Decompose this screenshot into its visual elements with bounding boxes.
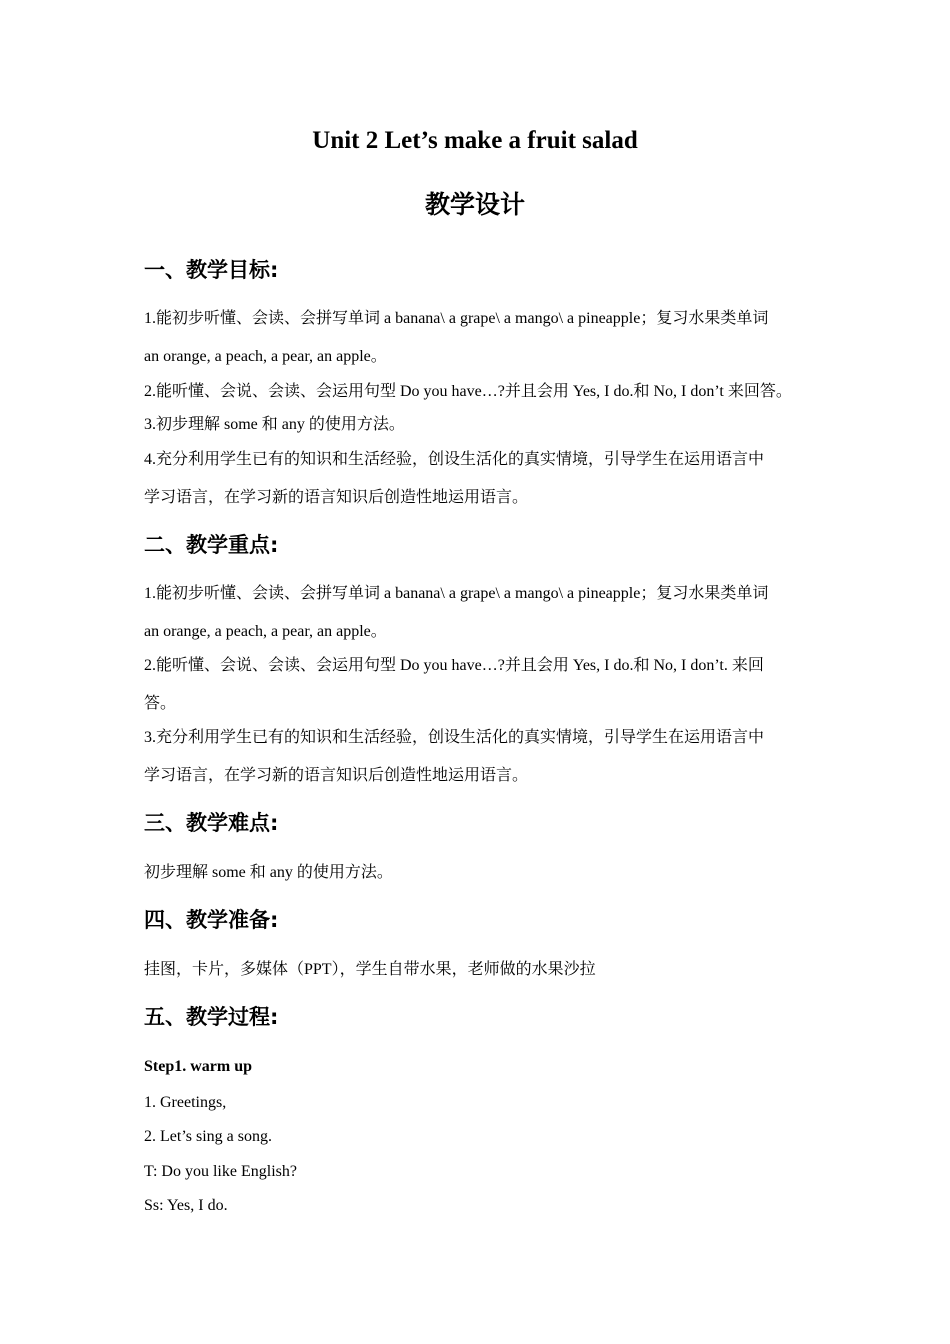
process-step-title: Step1. warm up — [144, 1058, 253, 1075]
difficulties-line-1: 初步理解 some 和 any 的使用方法。 — [144, 864, 393, 881]
process-line-3: T: Do you like English? — [144, 1163, 297, 1180]
key-points-line-6: 学习语言，在学习新的语言知识后创造性地运用语言。 — [144, 767, 529, 784]
objectives-line-5: 4.充分利用学生已有的知识和生活经验，创设生活化的真实情境，引导学生在运用语言中 — [144, 451, 765, 468]
section-heading-preparation: 四、教学准备: — [144, 908, 279, 932]
section-heading-objectives: 一、教学目标: — [144, 258, 279, 282]
objectives-line-1: 1.能初步听懂、会读、会拼写单词 a banana\ a grape\ a mango\ a pineapple；复习水果类单词 — [144, 310, 769, 327]
key-points-line-5: 3.充分利用学生已有的知识和生活经验，创设生活化的真实情境，引导学生在运用语言中 — [144, 729, 765, 746]
key-points-line-3: 2.能听懂、会说、会读、会运用句型 Do you have…?并且会用 Yes, I do.和 No, I don’t. 来回 — [144, 657, 764, 674]
process-line-2: 2. Let’s sing a song. — [144, 1128, 272, 1145]
section-heading-key-points: 二、教学重点: — [144, 533, 279, 557]
key-points-line-4: 答。 — [144, 695, 177, 712]
process-line-4: Ss: Yes, I do. — [144, 1197, 228, 1214]
process-line-1: 1. Greetings, — [144, 1094, 227, 1111]
objectives-line-3: 2.能听懂、会说、会读、会运用句型 Do you have…?并且会用 Yes, I do.和 No, I don’t 来回答。 — [144, 383, 792, 400]
section-heading-process: 五、教学过程: — [144, 1005, 279, 1029]
section-heading-difficulties: 三、教学难点: — [144, 811, 279, 835]
document-title: Unit 2 Let’s make a fruit salad — [312, 127, 638, 154]
preparation-line-1: 挂图，卡片，多媒体（PPT），学生自带水果，老师做的水果沙拉 — [144, 961, 596, 978]
objectives-line-2: an orange, a peach, a pear, an apple。 — [144, 348, 387, 365]
document-subtitle: 教学设计 — [424, 190, 525, 219]
objectives-line-6: 学习语言，在学习新的语言知识后创造性地运用语言。 — [144, 489, 529, 506]
key-points-line-1: 1.能初步听懂、会读、会拼写单词 a banana\ a grape\ a mango\ a pineapple；复习水果类单词 — [144, 585, 769, 602]
key-points-line-2: an orange, a peach, a pear, an apple。 — [144, 623, 387, 640]
objectives-line-4: 3.初步理解 some 和 any 的使用方法。 — [144, 416, 405, 433]
